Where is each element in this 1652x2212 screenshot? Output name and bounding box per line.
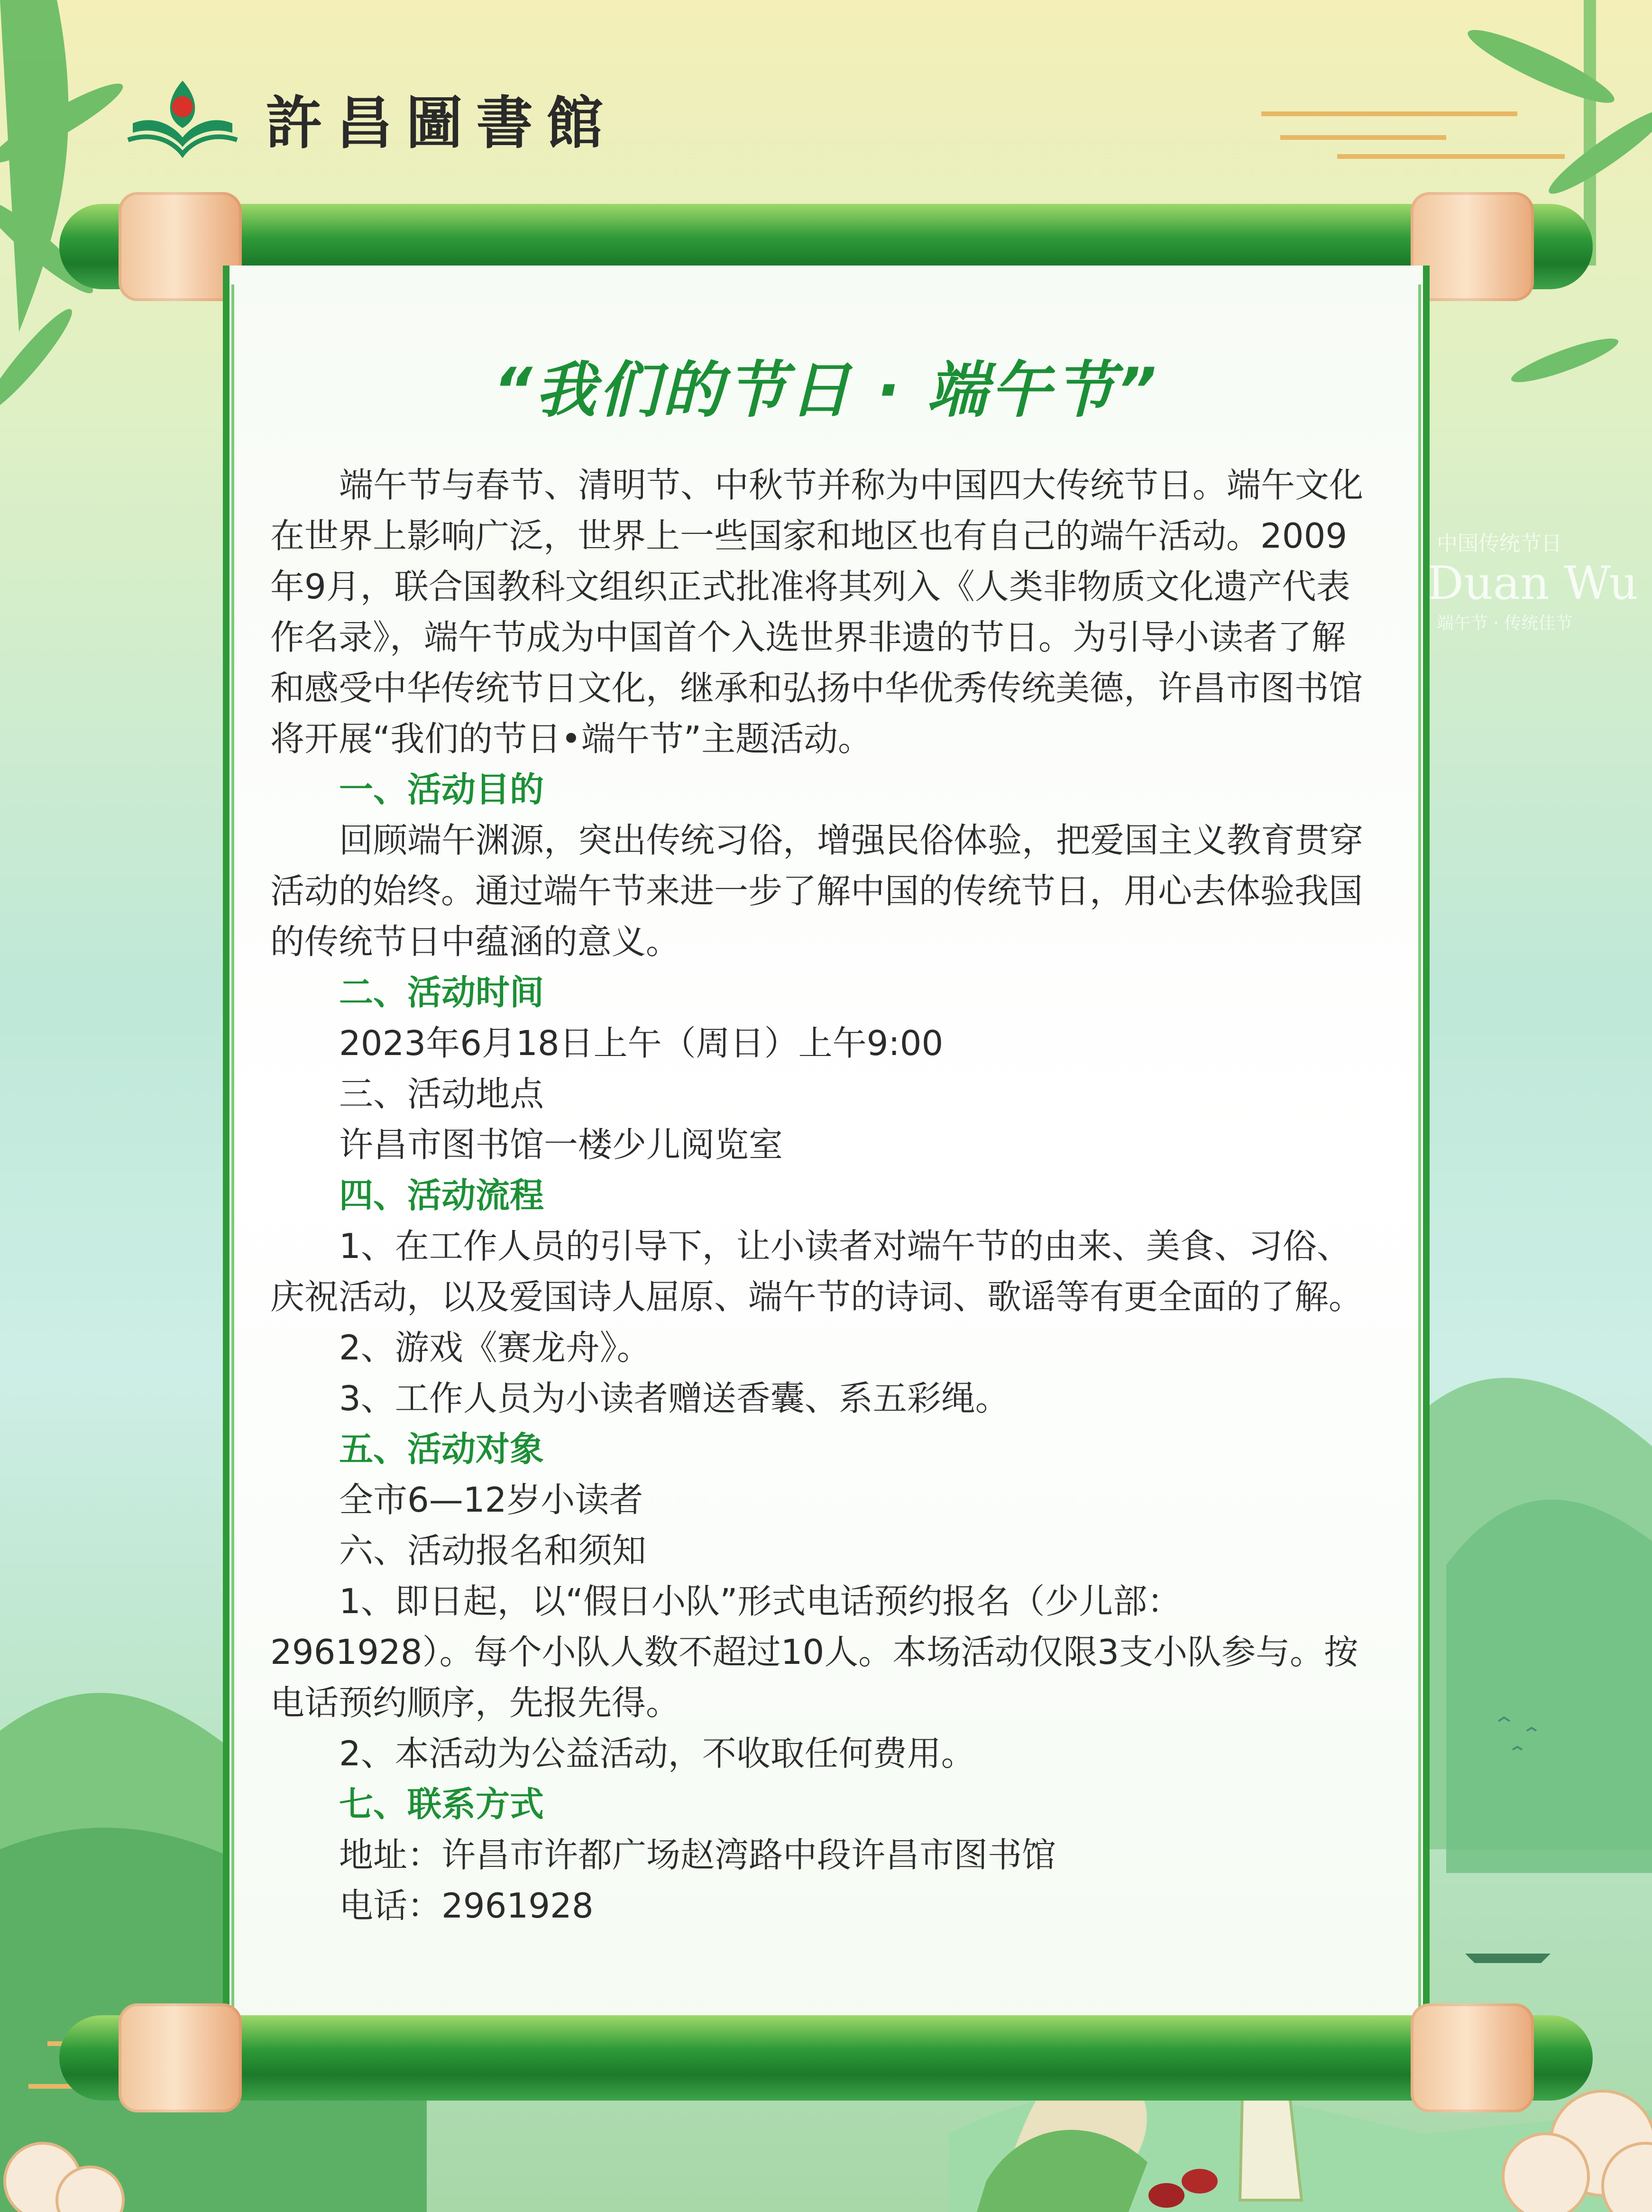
library-logo (119, 71, 616, 166)
process-item-2: 2、游戏《赛龙舟》。 (339, 1328, 651, 1368)
section-heading-contact: 七、联系方式 (339, 1784, 544, 1824)
contact-address: 地址：许昌市许都广场赵湾路中段许昌市图书馆 (339, 1835, 1056, 1875)
side-watermark-text (1427, 526, 1638, 634)
section-heading-registration: 六、活动报名和须知 (339, 1531, 647, 1570)
section-heading-purpose: 一、活动目的 (339, 770, 544, 809)
poster-content (270, 460, 1375, 1931)
paper-border-left (231, 285, 234, 2020)
scroll-bottom-left-cap (119, 2003, 242, 2112)
lotus-book-icon (119, 71, 247, 166)
red-date (1148, 2183, 1184, 2208)
contact-phone: 电话：2961928 (339, 1886, 594, 1926)
section-heading-audience: 五、活动对象 (339, 1429, 544, 1469)
intro-paragraph: 端午节与春节、清明节、中秋节并称为中国四大传统节日。端午文化在世界上影响广泛，世界上一些国家和地区也有自己的端午活动。2009年9月，联合国教科文组织正式批准将其列入《人类非物质文化遗产代表作名录》，端午节成为中国首个入选世界非遗的节日。为引导小读者了解和感受中华传统节日文化，继承和弘扬中华优秀传统美德，许昌市图书馆将开展“我们的节日•端午节”主题活动。 (270, 465, 1364, 759)
process-item-1: 1、在工作人员的引导下，让小读者对端午节的由来、美食、习俗、庆祝活动，以及爱国诗人屈原、端午节的诗词、歌谣等有更全面的了解。 (270, 1226, 1363, 1317)
paper-border-right (1418, 285, 1421, 2020)
side-text-line1: 中国传统节日 (1437, 532, 1562, 556)
section-heading-process: 四、活动流程 (339, 1175, 544, 1215)
process-item-3: 3、工作人员为小读者赠送香囊、系五彩绳。 (339, 1378, 1010, 1418)
section-heading-time: 二、活动时间 (339, 973, 544, 1012)
poster-title: “我们的节日 · 端午节” (493, 355, 1159, 426)
section-body-purpose: 回顾端午渊源，突出传统习俗，增强民俗体验，把爱国主义教育贯穿活动的始终。通过端午节来进一步了解中国的传统节日，用心去体验我国的传统节日中蕴涵的意义。 (270, 820, 1364, 962)
library-name: 許昌圖書館 (266, 90, 616, 156)
section-heading-location: 三、活动地点 (339, 1074, 544, 1114)
registration-item-1: 1、即日起，以“假日小队”形式电话预约报名（少儿部：2961928）。每个小队人数不超过10人。本场活动仅限3支小队参与。按电话预约顺序，先报先得。 (270, 1581, 1358, 1723)
section-body-audience: 全市6—12岁小读者 (339, 1480, 643, 1520)
section-body-location: 许昌市图书馆一楼少儿阅览室 (339, 1125, 783, 1165)
side-text-line2: Duan Wu (1427, 557, 1638, 610)
registration-item-2: 2、本活动为公益活动，不收取任何费用。 (339, 1734, 975, 1773)
scroll-bottom-rod (59, 2015, 1593, 2101)
scroll-bottom-right-cap (1411, 2003, 1534, 2112)
side-text-line3: 端午节 · 传统佳节 (1437, 614, 1573, 633)
section-body-time: 2023年6月18日上午（周日）上午9:00 (339, 1023, 944, 1063)
dragon-boat (1465, 1954, 1551, 1963)
